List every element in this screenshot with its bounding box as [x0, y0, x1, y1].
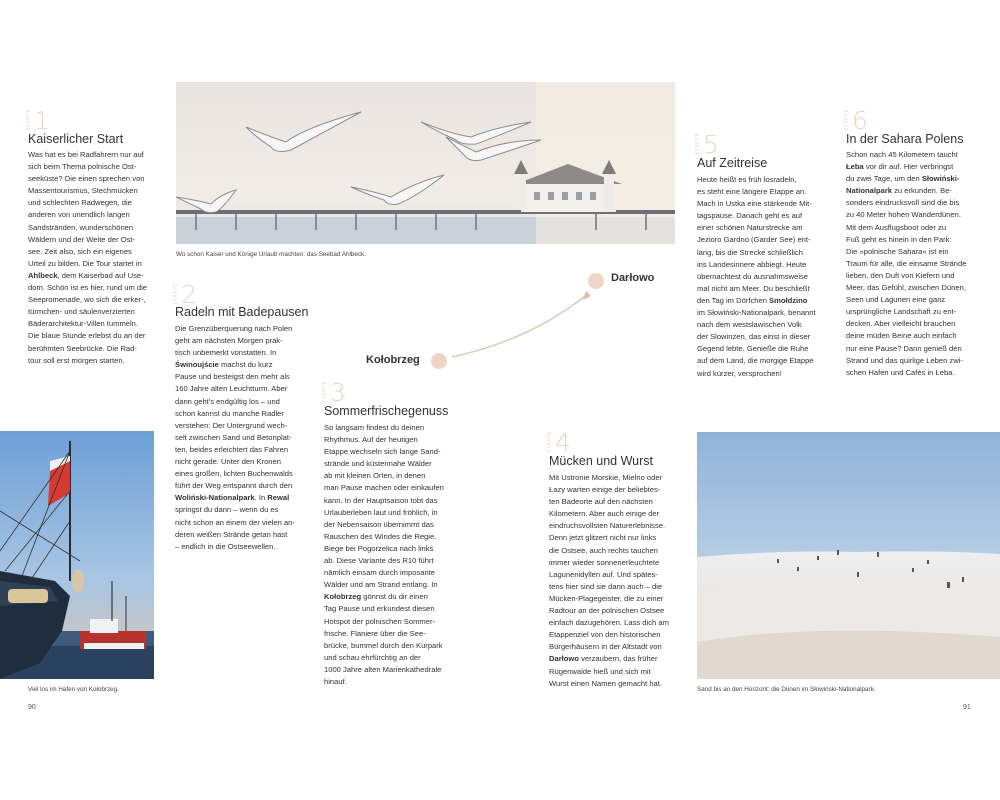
text-run: Fuß geht es hinein in den Park: [846, 234, 952, 244]
text-run: Etappe wechseln sich lange Sand- [324, 447, 441, 457]
stage-title-1: Kaiserlicher Start [28, 132, 124, 146]
text-line [697, 307, 816, 319]
text-line [324, 543, 444, 555]
text-line [28, 258, 147, 270]
photo-seebad-ahlbeck [176, 82, 675, 244]
text-run: selt zwischen Sand und Betonplat- [175, 432, 292, 442]
stage-text-5 [697, 174, 816, 380]
text-run: wird kürzer, versprochen! [697, 368, 782, 378]
text-line [28, 282, 147, 294]
text-line [697, 343, 816, 355]
text-line [697, 247, 816, 259]
text-run: Die blaue Stunde erlebst du an der [28, 331, 146, 341]
text-run: Denn jetzt glitzert nicht nur links [549, 533, 657, 543]
text-line [549, 629, 669, 641]
text-line [697, 198, 816, 210]
text-line [175, 456, 295, 468]
text-line [697, 234, 816, 246]
text-run: vor dir auf. Hier verbringst [863, 162, 954, 172]
text-run: lang, bis die Strecke schließlich [697, 247, 803, 257]
text-run: Was hat es bei Radfahrern nur auf [28, 150, 144, 159]
highlight-place: Nationalpark [846, 186, 892, 196]
text-line [324, 676, 444, 688]
text-line [324, 507, 444, 519]
stage-title-5: Auf Zeitreise [697, 156, 768, 170]
text-line [846, 222, 966, 234]
text-run: verstehen: Der Untergrund wech- [175, 420, 288, 430]
text-run: Kilometern. Aber auch einige der [549, 509, 660, 519]
highlight-place: Słowiński- [921, 174, 960, 184]
text-line [28, 149, 147, 161]
highlight-place: Kołobrzeg [324, 592, 362, 602]
text-run: und schau ehrfürchtig an der [324, 652, 421, 662]
text-run: Strand und das quirlige Leben zwi- [846, 355, 963, 365]
text-line [175, 371, 295, 383]
text-run: mal nicht am Meer. Du beschließt [697, 283, 810, 293]
caption-seebad: Wo schon Kaiser und Könige Urlaub machten: das Seebad Ahlbeck. [176, 251, 366, 258]
text-line [324, 640, 444, 652]
stage-title-2: Radeln mit Badepausen [175, 305, 309, 319]
text-run: Urteil zu bilden. Die Tour startet in [28, 258, 142, 268]
stage-number-1: ETAPPE 1 [26, 106, 50, 135]
text-line [549, 496, 669, 508]
text-run: schen Hafen und Cafés in Łeba. [846, 367, 955, 377]
text-run: Sandstränden, wunderschönen [28, 222, 134, 232]
highlight-place: Smołdzino [769, 295, 808, 305]
text-run: sich beim Thema polnische Ost- [28, 162, 137, 172]
caption-hafen: Viel los im Hafen von Kołobrzeg. [28, 686, 119, 693]
text-line [324, 531, 444, 543]
stage-text-1 [28, 149, 147, 367]
text-run: dann geht's endgültig los – und [175, 396, 280, 406]
text-run: 160 Jahre alten Leuchtturm. Aber [175, 384, 288, 394]
text-run: geht am nächsten Morgen prak- [175, 336, 283, 346]
text-line [28, 343, 147, 355]
text-line [697, 319, 816, 331]
text-line [697, 283, 816, 295]
text-line [697, 210, 816, 222]
text-line [175, 323, 295, 335]
stage-number-4: ETAPPE 4 [547, 428, 571, 457]
text-line [175, 480, 295, 492]
photo-hafen-kolobrzeg [0, 431, 154, 679]
text-run: strände und küstennahe Wälder [324, 459, 432, 469]
text-line [549, 569, 669, 581]
text-run: Wälder und am Strand entlang. In [324, 580, 438, 590]
text-run: der Slowinzen, das einst in dieser [697, 332, 811, 342]
text-line [549, 617, 669, 629]
text-line [549, 520, 669, 532]
text-line [28, 270, 147, 282]
caption-duenen: Sand bis an den Horizont: die Dünen im Słowiński-Nationalpark. [697, 686, 876, 693]
text-line [28, 161, 147, 173]
text-line [175, 444, 295, 456]
text-line [324, 470, 444, 482]
text-line [549, 557, 669, 569]
text-line [846, 246, 966, 258]
text-line [324, 603, 444, 615]
text-run: eindruchsvollsten Naturerlebnisse. [549, 521, 666, 531]
text-run: gönnst du dir einen [361, 592, 428, 602]
text-run: es steht eine längere Etappe an. [697, 187, 807, 197]
text-line [549, 581, 669, 593]
text-run: 1000 Jahre alten Marienkathedrale [324, 664, 442, 674]
text-run: frische. Flaniere über die See- [324, 628, 426, 638]
text-run: Tag Pause und erkundest diesen [324, 604, 435, 614]
text-line [846, 270, 966, 282]
text-run: tour soll erst morgen starten. [28, 355, 125, 365]
text-run: Biege bei Pogorzelica nach links [324, 543, 434, 553]
text-run: machst du kurz [218, 360, 273, 370]
text-line [549, 605, 669, 617]
text-line [324, 579, 444, 591]
stage-number-6: ETAPPE 6 [844, 106, 868, 135]
text-line [549, 678, 669, 690]
text-run: nach dem westslawischen Volk [697, 320, 802, 330]
text-run: tens hier sind sie dann auch – die [549, 581, 663, 591]
text-line [324, 458, 444, 470]
text-run: Mit dem Ausflugsboot oder zu [846, 222, 947, 232]
map-dot-darlowo [588, 273, 604, 289]
text-line [846, 197, 966, 209]
text-run: Hotspot der polnischen Sommer- [324, 616, 436, 626]
text-run: nämlich einsam durch imposante [324, 568, 436, 578]
text-line [549, 532, 669, 544]
stage-title-4: Mücken und Wurst [549, 454, 653, 468]
text-run: deine müden Beine auch einfach [846, 331, 957, 341]
text-run: sonders eindrucksvoll sind die bis [846, 198, 960, 208]
text-run: tagspause. Danach geht es auf [697, 211, 803, 221]
text-run: Rhythmus. Auf der heutigen [324, 435, 418, 445]
text-line [697, 186, 816, 198]
text-run: zu erkunden. Be- [892, 186, 952, 196]
text-run: Heute heißt es früh losradeln, [697, 175, 797, 184]
text-line [697, 368, 816, 380]
text-run: Bäderarchitektur-Villen tummeln. [28, 319, 139, 329]
text-run: ab. Diese Variante des R10 führt [324, 556, 434, 566]
text-line [175, 541, 295, 553]
text-run: Traum für alle, die einsame Strände [846, 258, 967, 268]
text-run: türmchen- und säulenverzierten [28, 307, 135, 317]
text-line [324, 555, 444, 567]
text-run: Gegend lebte. Genieße die Ruhe [697, 344, 809, 354]
text-run: , dem Kaiserbad auf Use- [57, 270, 144, 280]
text-line [697, 259, 816, 271]
text-line [846, 343, 966, 355]
text-line [846, 318, 966, 330]
stage-title-3: Sommerfrischegenuss [324, 404, 449, 418]
text-line [175, 529, 295, 541]
text-line [324, 495, 444, 507]
text-line [175, 408, 295, 420]
text-run: Schon nach 45 Kilometern taucht [846, 150, 958, 159]
text-run: Urlauberleben laut und fröhlich, in [324, 507, 438, 517]
text-run: ten Badeorte auf den nächsten [549, 497, 653, 507]
text-run: übernachtest du ausnahmsweise [697, 271, 809, 281]
stage-number-2: ETAPPE 2 [173, 280, 197, 309]
text-line [28, 173, 147, 185]
text-run: hinauf. [324, 676, 347, 686]
text-line [846, 209, 966, 221]
page-number-left: 90 [28, 704, 36, 711]
text-run: dom. Schön ist es hier, rund um die [28, 283, 148, 293]
highlight-place: Ahlbeck [28, 270, 58, 280]
text-run: führt der Weg entspannt durch den [175, 481, 293, 491]
text-run: ursprüngliche Landschaft zu ent- [846, 307, 957, 317]
text-line [846, 258, 966, 270]
text-run: die Ostsee, auch rechts tauchen [549, 545, 658, 555]
text-line [846, 161, 966, 173]
text-line [697, 355, 816, 367]
text-line [846, 367, 966, 379]
text-line [846, 355, 966, 367]
text-run: nicht gerade. Unter den Kronen [175, 457, 281, 467]
text-run: berühmten Seebrücke. Die Rad- [28, 343, 137, 353]
text-line [324, 482, 444, 494]
text-run: Jezioro Gardno (Garder See) ent- [697, 235, 811, 245]
text-run: Mücken-Plagegeister, die zu einer [549, 593, 664, 603]
text-run: brücke, bummel durch den Kurpark [324, 640, 443, 650]
text-line [697, 222, 816, 234]
text-run: zu 40 Meter hohen Wanderdünen. [846, 210, 961, 220]
text-line [175, 504, 295, 516]
text-line [324, 567, 444, 579]
text-line [175, 347, 295, 359]
text-line [846, 185, 966, 197]
text-run: Seepromenade, wo sich die erker-, [28, 295, 146, 305]
text-line [175, 517, 295, 529]
text-run: Radtour an der polnischen Ostsee [549, 606, 665, 616]
text-run: Lagunenidyllen auf. Und spätes- [549, 569, 658, 579]
text-line [846, 282, 966, 294]
text-run: ab mit kleinen Orten, in denen [324, 471, 426, 481]
stage-text-4 [549, 472, 669, 690]
text-run: schon kannst du manche Radler [175, 408, 284, 418]
text-line [175, 492, 295, 504]
text-line [324, 664, 444, 676]
text-run: kann. In der Hauptsaison tobt das [324, 495, 438, 505]
text-line [549, 484, 669, 496]
text-run: anderen von unendlich langen [28, 210, 130, 220]
text-run: Massentourismus, Stechmücken [28, 186, 138, 196]
text-line [549, 508, 669, 520]
text-run: Seen und Lagunen eine ganz [846, 295, 946, 305]
text-line [28, 294, 147, 306]
text-run: So langsam findest du deinen [324, 423, 425, 432]
highlight-place: Darłowo [549, 654, 579, 664]
text-run: und schlechten Radwegen, die [28, 198, 132, 208]
text-line [175, 359, 295, 371]
text-line [175, 335, 295, 347]
text-line [549, 653, 669, 665]
text-line [28, 185, 147, 197]
map-city-kolobrzeg: Kołobrzeg [366, 354, 420, 366]
text-run: Die »polnische Sahara« ist ein [846, 246, 949, 256]
stage-number-3: ETAPPE 3 [322, 378, 346, 407]
map-dot-kolobrzeg [431, 353, 447, 369]
text-run: springst du dann – wenn du es [175, 505, 279, 515]
text-run: ten, beides erleichtert das Fahren [175, 444, 289, 454]
text-line [549, 545, 669, 557]
text-line [697, 331, 816, 343]
text-line [697, 174, 816, 186]
highlight-place: Woliński-Nationalpark [175, 493, 255, 503]
text-line [846, 294, 966, 306]
text-line [28, 209, 147, 221]
highlight-place: Rewal [267, 493, 290, 503]
stage-text-3 [324, 422, 444, 688]
page-number-right: 91 [963, 704, 971, 711]
text-line [549, 593, 669, 605]
text-run: Wurst einen Namen gemacht hat. [549, 678, 662, 688]
text-run: verzaubern, das früher [578, 654, 658, 664]
photo-duenen-slowinski [697, 432, 1000, 679]
text-run: Meer, das Gefühl, zwischen Dünen, [846, 283, 966, 293]
text-line [549, 666, 669, 678]
text-run: Rauschen des Windes die Regie. [324, 531, 437, 541]
route-line [452, 296, 585, 357]
text-line [175, 432, 295, 444]
route-arrow [583, 291, 591, 300]
text-line [324, 422, 444, 434]
text-run: Rügenwalde hieß und sich mit [549, 666, 651, 676]
text-run: Łazy warten einige der beliebtes- [549, 485, 661, 495]
text-run: nicht schon an einem der vielen an- [175, 517, 295, 527]
text-run: immer wieder sonnenerleuchtete [549, 557, 660, 567]
text-line [175, 396, 295, 408]
text-line [175, 420, 295, 432]
text-run: den Tag im Dörfchen [697, 295, 770, 305]
text-line [549, 472, 669, 484]
text-run: nur eine Pause? Dann genieß den [846, 343, 962, 353]
text-line [324, 434, 444, 446]
text-run: see. Zeit also, sich ein eigenes [28, 246, 132, 256]
text-line [28, 234, 147, 246]
text-line [324, 519, 444, 531]
text-line [28, 222, 147, 234]
text-line [28, 330, 147, 342]
stage-title-6: In der Sahara Polens [846, 132, 964, 146]
text-line [28, 246, 147, 258]
text-run: Wäldern und der Weite der Ost- [28, 234, 136, 244]
stage-number-5: ETAPPE 5 [695, 130, 719, 159]
text-line [846, 306, 966, 318]
text-run: man Pause machen oder einkaufen [324, 483, 444, 493]
text-run: der Nebensaison übernimmt das [324, 519, 434, 529]
text-line [697, 295, 816, 307]
text-run: – endlich in die Ostseewellen. [175, 541, 276, 551]
text-run: im Słowiński-Nationalpark, benannt [697, 308, 816, 318]
text-line [175, 468, 295, 480]
text-line [28, 197, 147, 209]
text-run: . In [254, 493, 268, 503]
highlight-place: Łeba [846, 162, 864, 172]
highlight-place: Świnoujście [175, 360, 219, 370]
text-run: Mit Ustronie Morskie, Mielno oder [549, 473, 663, 482]
text-run: einfach dazugehören. Lass dich am [549, 618, 669, 628]
text-line [324, 591, 444, 603]
text-line [324, 446, 444, 458]
text-line [324, 652, 444, 664]
text-run: Die Grenzüberquerung nach Polen [175, 324, 293, 333]
stage-text-2 [175, 323, 295, 553]
text-line [28, 355, 147, 367]
text-run: Mach in Ustka eine stärkende Mit- [697, 199, 812, 209]
text-run: Bürgerhäusern in der Altstadt von [549, 642, 662, 652]
text-line [846, 330, 966, 342]
text-line [697, 271, 816, 283]
text-line [324, 628, 444, 640]
text-run: Etappenziel von den historischen [549, 630, 661, 640]
stage-text-6 [846, 149, 966, 379]
text-run: einer schönen Naturstrecke am [697, 223, 803, 233]
text-run: lieben, den Duft von Kiefern und [846, 270, 955, 280]
text-line [324, 616, 444, 628]
text-line [175, 383, 295, 395]
map-city-darlowo: Darłowo [611, 272, 655, 284]
text-line [549, 641, 669, 653]
text-run: Pause und besteigst den mehr als [175, 372, 290, 382]
text-run: du zwei Tage, um den [846, 174, 922, 184]
text-line [28, 318, 147, 330]
text-run: auf dem Land, die morgige Etappe [697, 356, 814, 366]
text-run: tisch unbemerkt vonstatten. In [175, 348, 277, 358]
text-line [28, 306, 147, 318]
text-run: ins Landesinnere abbiegt. Heute [697, 259, 807, 269]
text-run: seeküste? Die einen sprechen von [28, 174, 145, 184]
text-run: deren weißen Strände getan hast [175, 529, 288, 539]
text-line [846, 173, 966, 185]
text-line [846, 149, 966, 161]
text-run: decken. Aber vielleicht brauchen [846, 319, 956, 329]
text-line [846, 234, 966, 246]
text-run: eines großen, lichten Buchenwalds [175, 469, 293, 479]
